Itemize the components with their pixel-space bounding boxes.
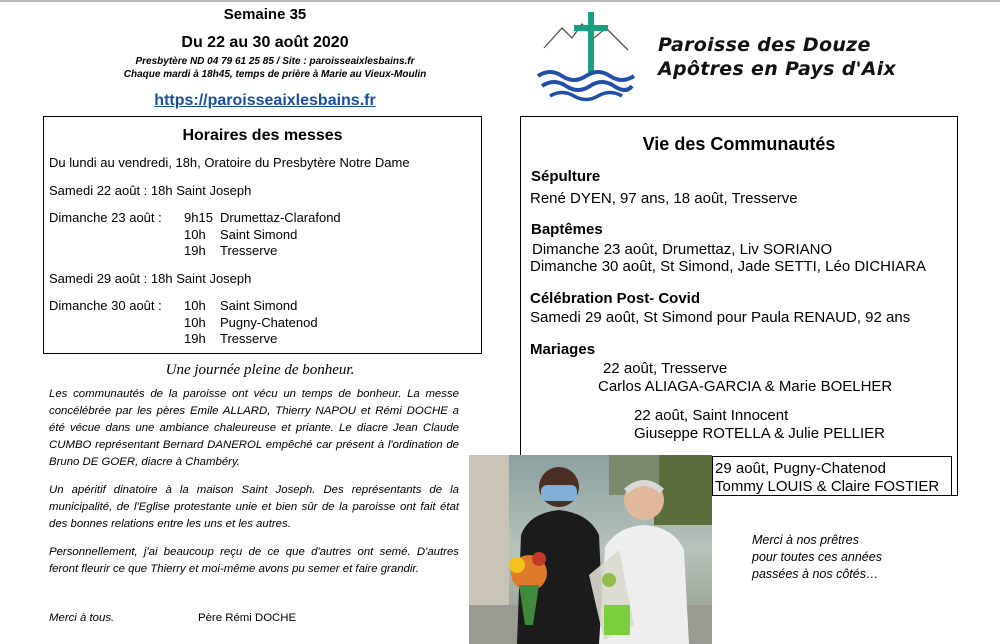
parish-website-link[interactable]: https://paroisseaixlesbains.fr (154, 92, 376, 109)
mass-time: 10h (184, 227, 206, 242)
mass-schedule-box (43, 116, 482, 354)
parish-logo-icon (536, 8, 636, 104)
story-title: Une journée pleine de bonheur. (165, 362, 355, 378)
baptism-entry: Dimanche 30 août, St Simond, Jade SETTI, Léo DICHIARA (530, 258, 927, 275)
wedding-names: Giuseppe ROTELLA & Julie PELLIER (634, 425, 885, 442)
burial-entry: René DYEN, 97 ans, 18 août, Tresserve (530, 190, 798, 207)
thanks-line: Merci à nos prêtres (752, 533, 859, 547)
priests-photo (469, 455, 712, 644)
mass-time: 10h (184, 315, 206, 330)
sunday-23-label: Dimanche 23 août : (49, 210, 162, 225)
week-dates: Du 22 au 30 août 2020 (181, 34, 349, 51)
presbytere-contact: Presbytère ND 04 79 61 25 85 / Site : paroisseaixlesbains.fr (135, 56, 415, 67)
celebration-heading: Célébration Post- Covid (530, 290, 701, 307)
mass-place: Saint Simond (220, 227, 298, 242)
wedding-3-box (712, 456, 952, 496)
story-paragraph: Les communautés de la paroisse ont vécu un temps de bonheur. La messe concélébrée par les pères Emile ALLARD, Thierry NAPOU et Rémi DOCHE a été vécue dans une ambiance chaleureuse et priante. Le diacre Jean Claude CUMBO représentant Bernard DANEROL empêché car présent à l'ordination de Bruno DE GOER, diacre à Chambéry. (49, 388, 459, 468)
community-life-box (520, 116, 958, 496)
saturday-29-mass: Samedi 29 août : 18h Saint Joseph (49, 271, 252, 286)
wedding-date: 22 août, Tresserve (603, 360, 728, 377)
parish-name-line2: Apôtres en Pays d'Aix (658, 58, 897, 80)
top-rule (0, 0, 1000, 2)
burial-heading: Sépulture (531, 168, 601, 185)
celebration-entry: Samedi 29 août, St Simond pour Paula RENAUD, 92 ans (530, 309, 911, 326)
wedding-names: Tommy LOUIS & Claire FOSTIER (715, 478, 940, 495)
parish-name (658, 33, 988, 81)
mass-time: 9h15 (184, 210, 213, 225)
mass-time: 19h (184, 243, 206, 258)
tuesday-prayer-note: Chaque mardi à 18h45, temps de prière à Marie au Vieux-Moulin (123, 69, 427, 80)
mass-place: Pugny-Chatenod (220, 315, 318, 330)
thanks-line: passées à nos côtés… (752, 567, 879, 581)
baptism-entry: Dimanche 23 août, Drumettaz, Liv SORIANO (532, 241, 833, 258)
story-paragraph: Personnellement, j'ai beaucoup reçu de ce que d'autres ont semé. D'autres feront fleurir ce que Thierry et moi-même avons pu semer et faire grandir. (49, 546, 459, 575)
story-signature: Père Rémi DOCHE (198, 612, 297, 624)
mass-time: 10h (184, 298, 206, 313)
mass-time: 19h (184, 331, 206, 346)
mass-place: Tresserve (220, 243, 278, 258)
wedding-date: 29 août, Pugny-Chatenod (715, 460, 886, 477)
thanks-caption (752, 532, 932, 583)
sunday-30-label: Dimanche 30 août : (49, 298, 162, 313)
weekday-mass: Du lundi au vendredi, 18h, Oratoire du Presbytère Notre Dame (49, 155, 410, 170)
community-life-title: Vie des Communautés (642, 134, 836, 154)
mass-place: Saint Simond (220, 298, 298, 313)
thanks-line: pour toutes ces années (752, 550, 882, 564)
story-paragraph: Un apéritif dinatoire à la maison Saint Joseph. Des représentants de la municipalité, de l'Eglise protestante unie et bien sûr de la paroisse ont fait état des bonnes relations entre les uns et les autres. (49, 484, 459, 530)
saturday-22-mass: Samedi 22 août : 18h Saint Joseph (49, 183, 252, 198)
baptisms-heading: Baptêmes (531, 221, 603, 238)
mass-place: Drumettaz-Clarafond (220, 210, 341, 225)
mass-place: Tresserve (220, 331, 278, 346)
weddings-heading: Mariages (530, 341, 596, 358)
mass-schedule-title: Horaires des messes (182, 127, 343, 144)
week-number: Semaine 35 (223, 6, 307, 23)
story-thanks: Merci à tous. (49, 612, 115, 624)
parish-name-line1: Paroisse des Douze (658, 34, 871, 56)
wedding-names: Carlos ALIAGA-GARCIA & Marie BOELHER (598, 378, 893, 395)
wedding-date: 22 août, Saint Innocent (634, 407, 789, 424)
